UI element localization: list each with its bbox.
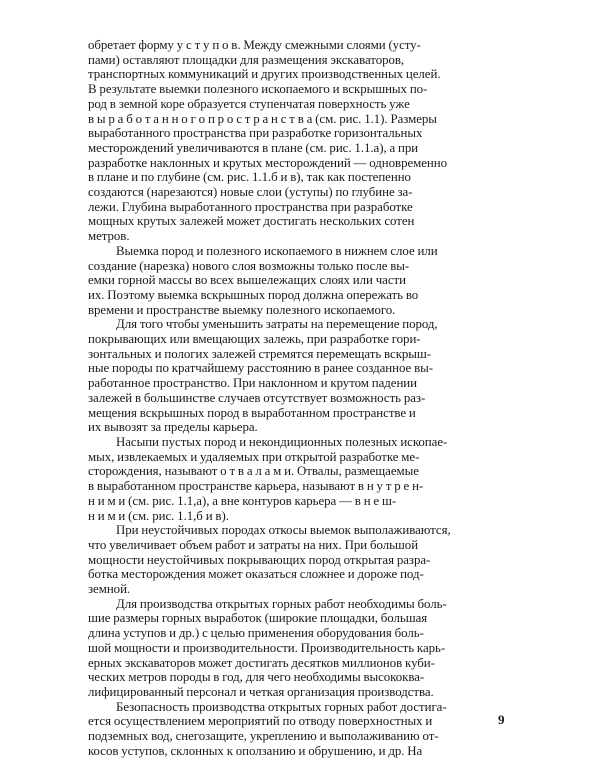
- paragraph-7: Безопасность производства открытых горных работ достига- ется осуществлением мероприятий по отводу поверхностных и подземных вод, снегозащите, укреплению и выполаживанию от- косов уступов, склонных к оползанию и обрушению, и др. На: [88, 699, 447, 758]
- paragraph-2: Выемка пород и полезного ископаемого в нижнем слое или создание (нарезка) нового слоя возможны только после вы- емки горной массы во всех вышележащих слоях или части их. Поэтому выемка вскрышных пород должна опережать во времени и пространстве выемку полезного ископаемого.: [88, 243, 438, 317]
- paragraph-5: При неустойчивых породах откосы выемок выполаживаются, что увеличивает объем работ и затраты на них. При большой мощности неустойчивых покрывающих пород открытая разра- ботка месторождения может оказаться сложнее и дороже под- земной.: [88, 523, 451, 597]
- body-text: [88, 38, 516, 758]
- page-number: 9: [498, 712, 505, 727]
- paragraph-4: Насыпи пустых пород и некондиционных полезных ископае- мых, извлекаемых и удаляемых при открытой разработке ме- сторождения, называют о т в а л а м и. Отвалы, размещаемые в выработанном пространстве карьера, называют в н у т р е н- н и м и (см. рис. 1.1,а), а вне контуров карьера — в н е ш- н и м и (см. рис. 1.1,б и в).: [88, 434, 448, 523]
- paragraph-1: обретает форму у с т у п о в. Между смежными слоями (усту- пами) оставляют площадки для размещения экскаваторов, транспортных коммуникаций и других производственных целей. В результате выемки полезного ископаемого и вскрышных по- род в земной коре образуется ступенчатая поверхность уже в ы р а б о т а н н о г о п р о с т р а н с т в а (см. рис. 1.1). Размеры выработанного пространства при разработке горизонтальных месторождений увеличиваются в плане (см. рис. 1.1.а), а при разработке наклонных и крутых месторождений — одновременно в плане и по глубине (см. рис. 1.1.б и в), так как постепенно создаются (нарезаются) новые слои (уступы) по глубине за- лежи. Глубина выработанного пространства при разработке мощных крутых залежей может достигать нескольких сотен метров.: [88, 38, 448, 244]
- paragraph-3: Для того чтобы уменьшить затраты на перемещение пород, покрывающих или вмещающих залежь, при разработке гори- зонтальных и пологих залежей стремятся перемещать вскрыш- ные породы по кратчайшему расстоянию в ранее созданное вы- работанное пространство. При наклонном и крутом падении залежей в большинстве случаев отсутствует возможность раз- мещения вскрышных пород в выработанном пространстве и их вывозят за пределы карьера.: [88, 317, 438, 435]
- paragraph-6: Для производства открытых горных работ необходимы боль- шие размеры горных выработок (широкие площадки, большая длина уступов и др.) с целью применения оборудования боль- шой мощности и производительности. Производительность карь- ерных экскаваторов может достигать десятков миллионов куби- ческих метров породы в год, для чего необходимы высококва- лифицированный персонал и четкая организация производства.: [88, 596, 447, 699]
